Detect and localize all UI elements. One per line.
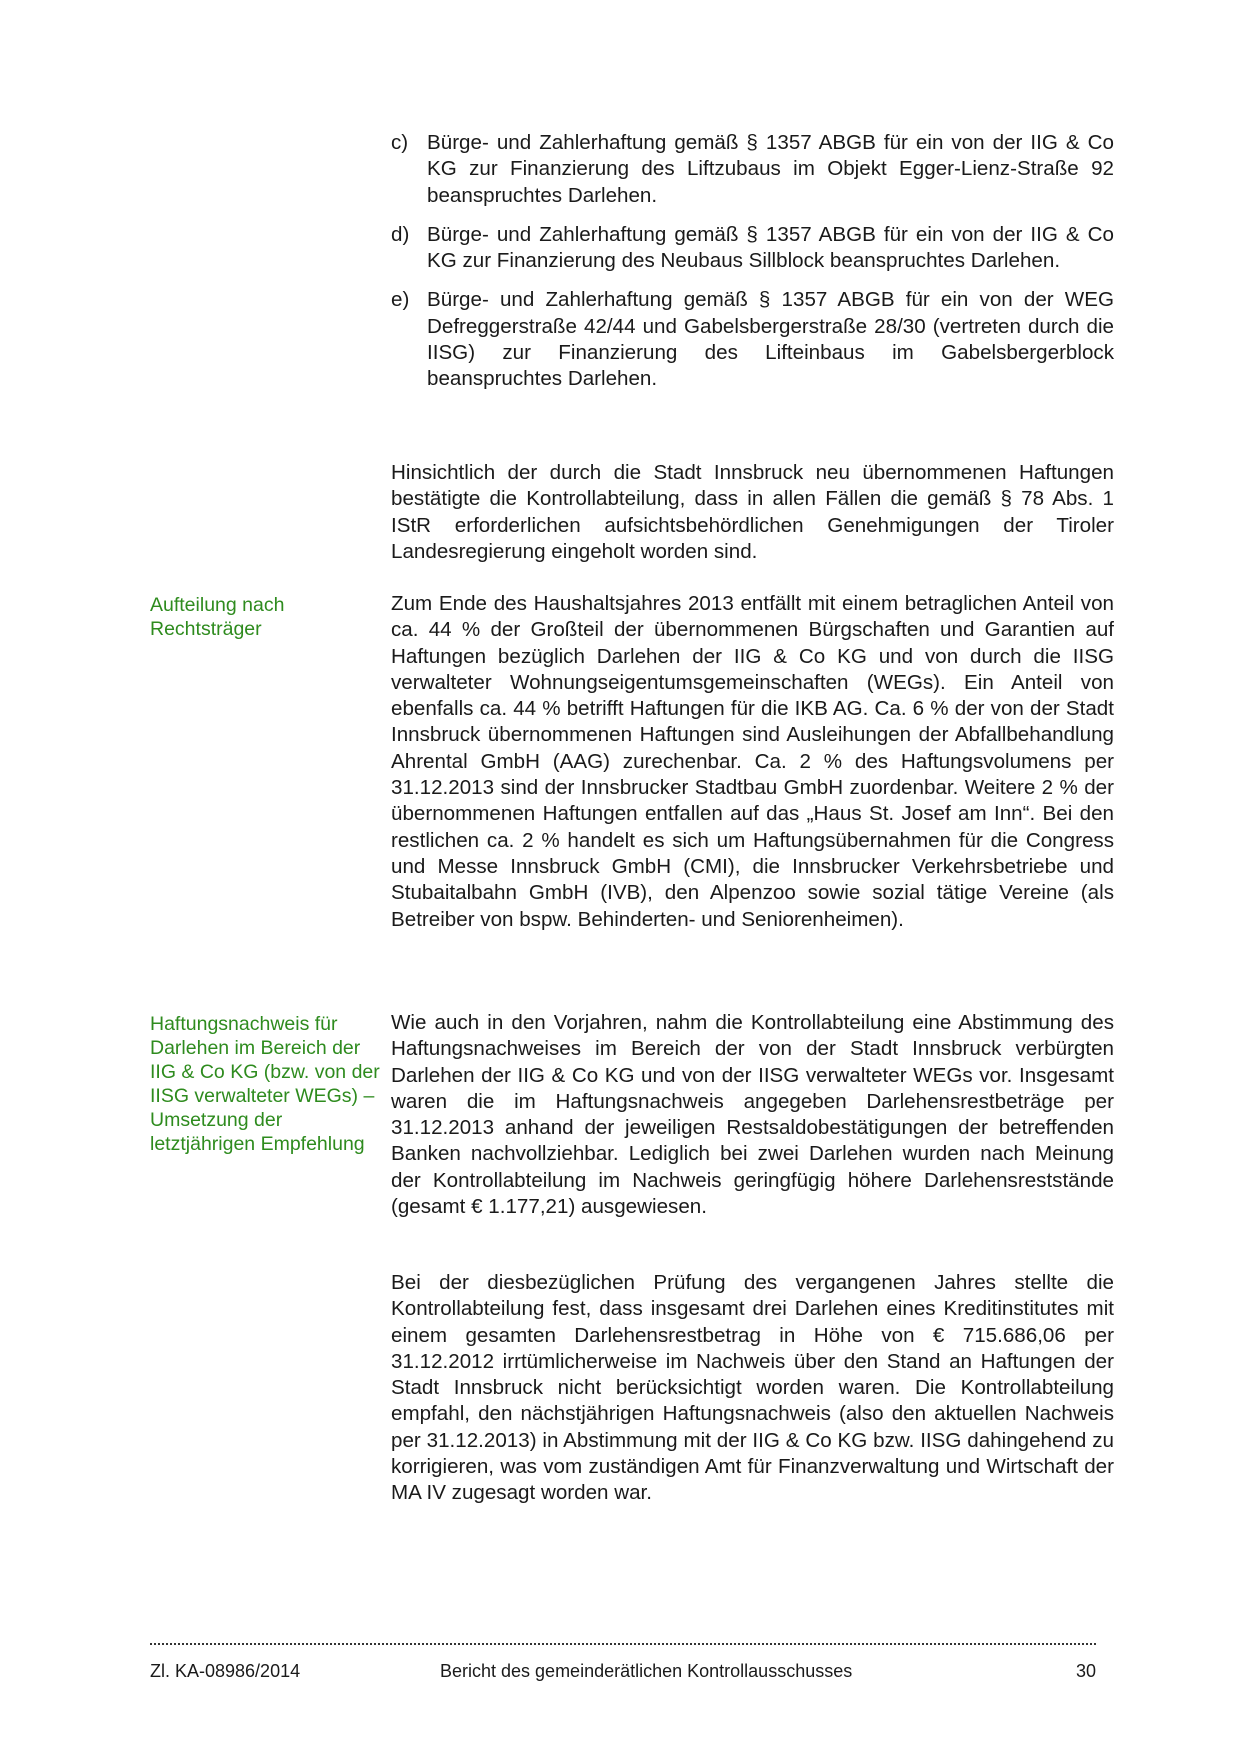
footer-divider [150,1643,1096,1645]
liability-list [391,130,1114,406]
list-marker: d) [391,222,410,246]
paragraph-allocation: Zum Ende des Haushaltsjahres 2013 entfällt mit einem betraglichen Anteil von ca. 44 % der Großteil der übernommenen Bürgschaften und Garantien auf Haftungen bezüglich Darlehen der IIG & Co KG und von durch die IISG verwalteter Wohnungseigentumsgemeinschaften (WEGs). Ein Anteil von ebenfalls ca. 44 % betrifft Haftungen für die IKB AG. Ca. 6 % der von der Stadt Innsbruck übernommenen Haftungen sind Ausleihungen der Abfallbehandlung Ahrental GmbH (AAG) zurechenbar. Ca. 2 % des Haftungsvolumens per 31.12.2013 sind der Innsbrucker Stadtbau GmbH zuordenbar. Weitere 2 % der übernommenen Haftungen entfallen auf das „Haus St. Josef am Inn“. Bei den restlichen ca. 2 % handelt es sich um Haftungsübernahmen für die Congress und Messe Innsbruck GmbH (CMI), die Innsbrucker Verkehrsbetriebe und Stubaitalbahn GmbH (IVB), den Alpenzoo sowie sozial tätige Vereine (als Betreiber von bspw. Behinderten- und Seniorenheimen). [391,592,1114,931]
list-item-c [391,130,1114,209]
list-item-e [391,287,1114,392]
paragraph-reconciliation: Wie auch in den Vorjahren, nahm die Kontrollabteilung eine Abstimmung des Haftungsnachweises im Bereich der von der Stadt Innsbruck verbürgten Darlehen der IIG & Co KG und von der IISG verwalteter WEGs vor. Insgesamt waren die im Haftungsnachweis angegeben Darlehensrestbeträge per 31.12.2013 anhand der jeweiligen Restsaldobestätigungen der betreffenden Banken nachvollziehbar. Lediglich bei zwei Darlehen wurden nach Meinung der Kontrollabteilung im Nachweis geringfügig höhere Darlehensreststände (gesamt € 1.177,21) ausgewiesen. [391,1011,1114,1219]
margin-note-allocation: Aufteilung nach Rechtsträger [150,594,285,640]
paragraph-recommendation: Bei der diesbezüglichen Prüfung des vergangenen Jahres stellte die Kontrollabteilung fest, dass insgesamt drei Darlehen eines Kreditinstitutes mit einem gesamten Darlehensrestbetrag in Höhe von € 715.686,06 per 31.12.2012 irrtümlicherweise im Nachweis über den Stand an Haftungen der Stadt Innsbruck nicht berücksichtigt worden waren. Die Kontrollabteilung empfahl, den nächstjährigen Haftungsnachweis (also den aktuellen Nachweis per 31.12.2013) in Abstimmung mit der IIG & Co KG bzw. IISG dahingehend zu korrigieren, was vom zuständigen Amt für Finanzverwaltung und Wirtschaft der MA IV zugesagt worden war. [391,1271,1114,1505]
footer-reference: Zl. KA-08986/2014 [150,1661,301,1681]
list-marker: e) [391,288,410,312]
list-item-text: Bürge- und Zahlerhaftung gemäß § 1357 ABGB für ein von der IIG & Co KG zur Finanzierung des Neubaus Sillblock beanspruchtes Darlehen. [427,222,1114,273]
footer-title: Bericht des gemeinderätlichen Kontrollausschusses [440,1661,853,1681]
margin-note-liability-proof: Haftungsnachweis für Darlehen im Bereich der IIG & Co KG (bzw. von der IISG verwalteter WEGs) – Umsetzung der letztjährigen Empfehlung [150,1013,380,1155]
list-item-text: Bürge- und Zahlerhaftung gemäß § 1357 ABGB für ein von der IIG & Co KG zur Finanzierung des Liftzubaus im Objekt Egger-Lienz-Straße 92 beanspruchtes Darlehen. [427,131,1114,207]
list-marker: c) [391,131,409,154]
list-item-d [391,222,1114,275]
page-number: 30 [1075,1661,1096,1681]
list-item-text: Bürge- und Zahlerhaftung gemäß § 1357 ABGB für ein von der WEG Defreggerstraße 42/44 und Gabelsbergerstraße 28/30 (vertreten durch die IISG) zur Finanzierung des Lifteinbaus im Gabelsbergerblock beanspruchtes Darlehen. [427,288,1114,391]
paragraph-approvals: Hinsichtlich der durch die Stadt Innsbruck neu übernommenen Haftungen bestätigte die Kontrollabteilung, dass in allen Fällen die gemäß § 78 Abs. 1 IStR erforderlichen aufsichtsbehördlichen Genehmigungen der Tiroler Landesregierung eingeholt worden sind. [391,461,1114,563]
